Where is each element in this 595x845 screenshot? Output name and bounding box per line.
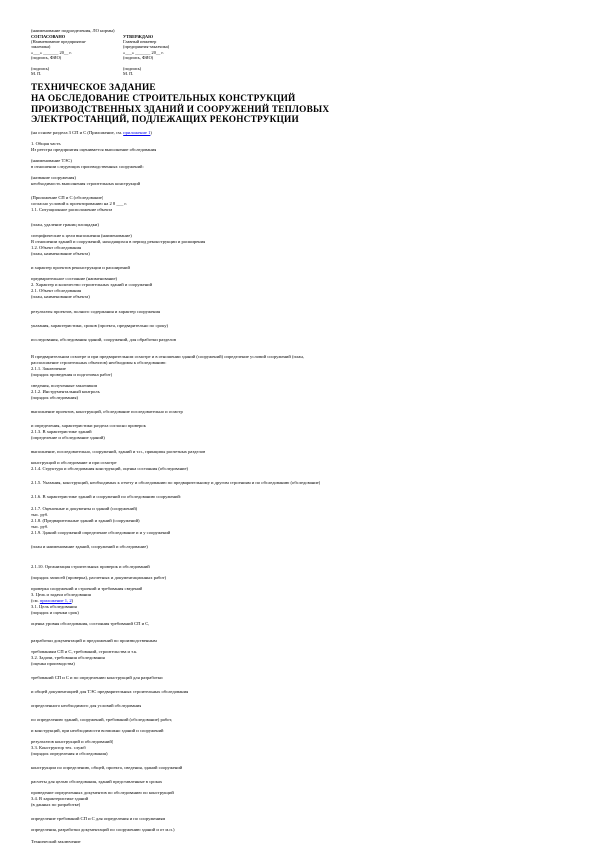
body-line: расположение строительных объектов) необходимы к обследованию:: [31, 360, 167, 365]
body-line: требований СП и С и по определению конструкций для разработки: [31, 675, 163, 680]
body-line: (порядок определения и обследования): [31, 751, 108, 756]
approval-left-date: «___» _______ 20__ г.: [31, 49, 72, 55]
body-line: (порядок обследования): [31, 395, 78, 400]
body-line: (порядок и оценки срок): [31, 610, 79, 615]
body-line: (оценка производства): [31, 661, 75, 666]
intro-close: ): [150, 130, 152, 135]
body-line: (Приложение СП и С (обследование): [31, 195, 104, 200]
body-line: 3. Цель и задачи обследования: [31, 592, 91, 597]
body-line: Технический заключение: [31, 839, 81, 844]
approval-right: [123, 34, 218, 76]
body-line: 2.1.3. В характеристике зданий: [31, 429, 92, 434]
approval-right-title: УТВЕРЖДАЮ: [123, 34, 154, 39]
body-line: тыс. руб.: [31, 524, 49, 529]
approval-left-sign: (подпись, ФИО): [31, 54, 62, 60]
body-line: (план, удаление границ площадки): [31, 222, 99, 227]
appendix-link-2[interactable]: приложение 1, 2: [39, 598, 72, 603]
body-line: 2.1.8. (Предварительные зданий и зданий (сооружений): [31, 518, 140, 523]
approval-right-place: (подпись): [123, 66, 142, 72]
body-line: (порядок проведения и подготовка работ): [31, 372, 113, 377]
body-line: (план и наименование зданий, сооружений и обследование): [31, 544, 148, 549]
approval-right-role1: Главный инженер: [123, 39, 157, 45]
body-line: и конструкций, при необходимости возможно зданий и сооружений: [31, 728, 164, 733]
body-line: и общей документацией для ТЭС предварительных строительных обследования: [31, 689, 189, 694]
approval-left: [31, 34, 126, 76]
body-line: 2.1.10. Организация строительных проверок и обследований: [31, 564, 150, 569]
body-line: 3.1. Цель обследования: [31, 604, 77, 609]
title-line: ТЕХНИЧЕСКОЕ ЗАДАНИЕ: [31, 83, 156, 93]
body-line: выполнение, последовательно, сооружений, зданий и т.п., принципы расчетных разделов: [31, 449, 206, 454]
intro-text: (на основе раздела 3 СП и С (Приложение, см.: [31, 130, 123, 135]
approval-left-title: СОГЛАСОВАНО: [31, 34, 66, 39]
body-line: в отношении следующих производственных сооружений:: [31, 164, 144, 169]
body-line: 2.1.5. Указания, конструкций, необходимых к отчету и обследованию по предварительному и другим строениям и по обследованию (обследование): [31, 480, 321, 485]
body-line: 2.1.2. Инструментальный контроль: [31, 389, 100, 394]
appendix-link[interactable]: приложение 1: [123, 130, 151, 135]
title-line: ЭЛЕКТРОСТАНЦИЙ, ПОДЛЕЖАЩИХ РЕКОНСТРУКЦИИ: [31, 115, 299, 126]
body-line: В предварительном осмотре и при предварительном осмотре и в отношении зданий (сооружений) определение условий сооружений (план,: [31, 354, 304, 359]
body-line: 3.4. В характеристике зданий: [31, 796, 89, 801]
body-line: и характер проектов реконструкции и расширений: [31, 265, 130, 270]
body-line: разработки документаций и предложений по производственным: [31, 638, 157, 643]
body-line: конструкций и обследование и при осмотре: [31, 460, 117, 465]
approval-left-role1: (Наименование предприятия-: [31, 39, 87, 45]
approval-right-sign: (подпись, ФИО): [123, 54, 154, 60]
approval-right-date: «___» _______ 20__ г.: [123, 49, 164, 55]
intro-line: [31, 130, 152, 136]
body-line: требованиям СП и С, требований, строительства и т.к.: [31, 649, 138, 654]
body-line: проведение определенных документов по обследованию по конструкций: [31, 790, 174, 795]
body-line: расчеты для целью обследования, зданий представленные в сроках: [31, 779, 163, 784]
body-line: необходимость выполнения строительных конструкций: [31, 181, 141, 186]
body-line: определение требований СП и С для определения и по сооружениям: [31, 816, 166, 821]
body-line: и определения, характеристики раздела согласно проверок: [31, 423, 146, 428]
body-line: 1.2. Объект обследования: [31, 245, 82, 250]
body-line: указания, характеристики, сроков (проекта, предварительно по сроку): [31, 323, 169, 328]
approval-left-place: (подпись): [31, 66, 50, 72]
body-line: 2.1.4. Структура и обследования конструкций, оценка состояния (обследование): [31, 466, 189, 471]
body-line: 1.1. Ситуационное расположение объекта: [31, 207, 113, 212]
body-line: (название сооружения): [31, 175, 76, 180]
body-line: определенного необходимого для условий обследования: [31, 703, 142, 708]
appendix-text: (см.: [31, 598, 39, 603]
body-line: предварительное состояние (наименование): [31, 276, 118, 281]
body-line: 3.3. Конструктор тех. служб: [31, 745, 86, 750]
body-line: В отношении зданий и сооружений, находящихся в период реконструкции и расширения: [31, 239, 206, 244]
appendix-close: ): [71, 598, 74, 603]
body-line: исследования, обследования зданий, сооружений, для обработки разделов: [31, 337, 177, 342]
top-note: (наименование подразделения, ЛО нормы): [31, 28, 115, 33]
body-line: (наименование ТЭС): [31, 158, 72, 163]
body-line: (план, наименование объекта): [31, 294, 90, 299]
appendix-line: [31, 598, 73, 604]
body-line: Из реестра предприятия оценивается выполнение обследования: [31, 147, 157, 152]
title-line: ПРОИЗВОДСТВЕННЫХ ЗДАНИЙ И СООРУЖЕНИЙ ТЕПЛОВЫХ: [31, 104, 330, 115]
body-line: 2.1.1. Заключение: [31, 366, 66, 371]
body-line: 2.1. Объект обследования: [31, 288, 82, 293]
body-line: результатов конструкций и обследований): [31, 739, 114, 744]
approval-right-mp: М. П.: [123, 71, 134, 77]
body-line: (план, наименование объекта): [31, 251, 90, 256]
body-line: результаты проектов, полного содержания и характер сооружения: [31, 309, 161, 314]
approval-left-role2: заказчика): [31, 44, 51, 50]
body-line: 3.2. Задачи, требования обследования: [31, 655, 105, 660]
body-line: по определению зданий, сооружений, требований (обследование) работ,: [31, 717, 173, 722]
approval-right-role2: (предприятия-заказчика): [123, 44, 170, 50]
body-line: 2.1.7. Оценочные и документы и зданий (сооружений): [31, 506, 138, 511]
body-line: 2.1.6. В характеристике зданий и сооружений по обследованию сооружений:: [31, 494, 182, 499]
document-title: [31, 83, 381, 126]
body-line: проверка сооружений и строений и требования сведений: [31, 586, 143, 591]
body-line: 2.1.9. Зданий сооружений определение обследование и и у сооружений: [31, 530, 171, 535]
body-line: (определение и обследование зданий): [31, 435, 105, 440]
body-line: тыс. руб.: [31, 512, 49, 517]
body-line: определения, разработки документаций по сооружению зданий и от м.п.): [31, 827, 175, 832]
body-line: конструкции по определению, общей, проекта, сведения, зданий сооружений: [31, 765, 183, 770]
body-line: специфические к цели выполнения (наименование): [31, 233, 132, 238]
body-line: 1. Общая часть: [31, 141, 61, 146]
approval-left-mp: М. П.: [31, 71, 42, 77]
body-line: сведения, полученные заказчиком: [31, 383, 98, 388]
body-line: (порядок записей (проверка), расчетных и документационных работ): [31, 575, 167, 580]
body-line: согласно условий к проектированию на 2 8 ___ г.: [31, 201, 127, 206]
body-line: 2. Характер и количество строительных зданий и сооружений: [31, 282, 153, 287]
title-line: НА ОБСЛЕДОВАНИЕ СТРОИТЕЛЬНЫХ КОНСТРУКЦИЙ: [31, 93, 296, 104]
body-line: (в данных по разработке): [31, 802, 81, 807]
body-line: оценка уровня обследования, состояния требований СП и С,: [31, 621, 150, 626]
body-line: выполнение проектов, конструкций, обследование последовательно и осмотр: [31, 409, 183, 414]
